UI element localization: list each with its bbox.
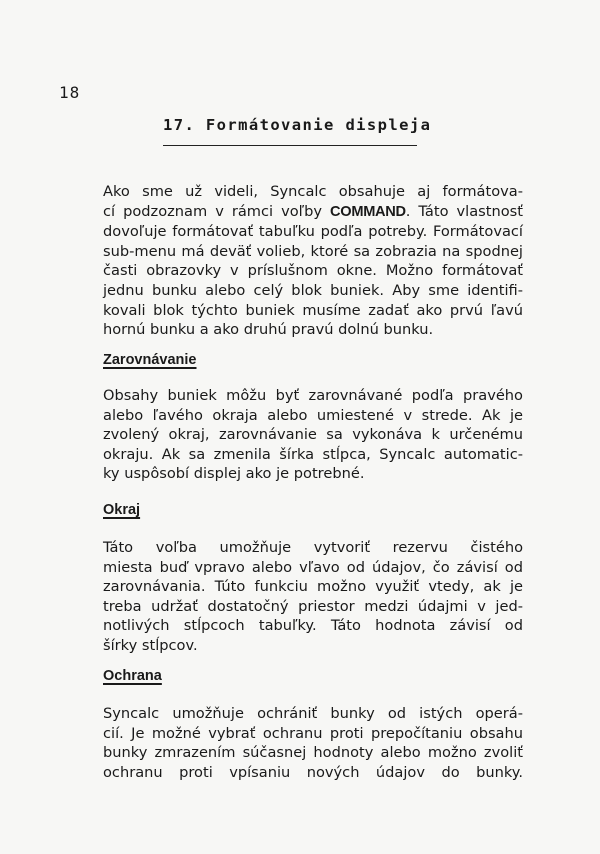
paragraph-line: treba udržať dostatočný priestor medzi údajmi v jed- xyxy=(103,597,523,615)
title-underline xyxy=(163,145,417,146)
paragraph-line: sub-menu má deväť volieb, ktoré sa zobrazia na spodnej xyxy=(103,242,523,260)
protection-paragraph xyxy=(103,704,523,782)
paragraph-line: miesta buď vpravo alebo vľavo od údajov, čo závisí od xyxy=(103,558,523,576)
page-number: 18 xyxy=(59,83,81,102)
paragraph-line: zvolený okraj, zarovnávanie sa vykonáva k určenému xyxy=(103,426,523,444)
paragraph-line: šírky stĺpcov. xyxy=(103,636,198,654)
paragraph-line: dovoľuje formátovať tabuľku podľa potreby. Formátovací xyxy=(103,223,523,241)
section-heading-protection: Ochrana xyxy=(103,668,162,684)
paragraph-line: jednu bunku alebo celý blok buniek. Aby sme identifi- xyxy=(103,281,523,299)
command-keyword: COMMAND xyxy=(330,203,406,220)
paragraph-line: časti obrazovky v príslušnom okne. Možno formátovať xyxy=(103,262,523,280)
paragraph-line: hornú bunku a ako druhú pravú dolnú bunku. xyxy=(103,321,434,339)
paragraph-line: Syncalc umožňuje ochrániť bunky od istých operá- xyxy=(103,705,523,722)
paragraph-line: cí podzoznam v rámci voľby COMMAND. Táto vlastnosť xyxy=(103,202,523,220)
paragraph-line: cií. Je možné vybrať ochranu proti prepočítaniu obsahu xyxy=(103,724,523,742)
section-heading-alignment: Zarovnávanie xyxy=(103,352,197,368)
chapter-title: 17. Formátovanie displeja xyxy=(163,116,432,134)
intro-paragraph xyxy=(103,182,523,340)
alignment-paragraph xyxy=(103,386,523,484)
paragraph-line: alebo ľavého okraja alebo umiestené v strede. Ak je xyxy=(103,406,523,424)
paragraph-line: ky uspôsobí displej ako je potrebné. xyxy=(103,465,365,483)
paragraph-line: Ako sme už videli, Syncalc obsahuje aj formátova- xyxy=(103,183,523,200)
paragraph-line: Obsahy buniek môžu byť zarovnávané podľa pravého xyxy=(103,387,523,404)
section-heading-margin: Okraj xyxy=(103,502,141,518)
paragraph-line: Táto voľba umožňuje vytvoriť rezervu čistého xyxy=(103,539,523,556)
margin-paragraph xyxy=(103,538,523,656)
paragraph-line: kovali blok týchto buniek musíme zadať ako prvú ľavú xyxy=(103,301,523,319)
paragraph-line: ochranu proti vpísaniu nových údajov do bunky. xyxy=(103,763,523,781)
paragraph-line: notlivých stĺpcoch tabuľky. Táto hodnota závisí od xyxy=(103,617,523,635)
paragraph-line: okraju. Ak sa zmenila šírka stĺpca, Syncalc automatic- xyxy=(103,445,523,463)
paragraph-line: zarovnávania. Túto funkciu možno využiť vtedy, ak je xyxy=(103,578,523,596)
paragraph-line: bunky zmrazením súčasnej hodnoty alebo možno zvoliť xyxy=(103,744,523,762)
